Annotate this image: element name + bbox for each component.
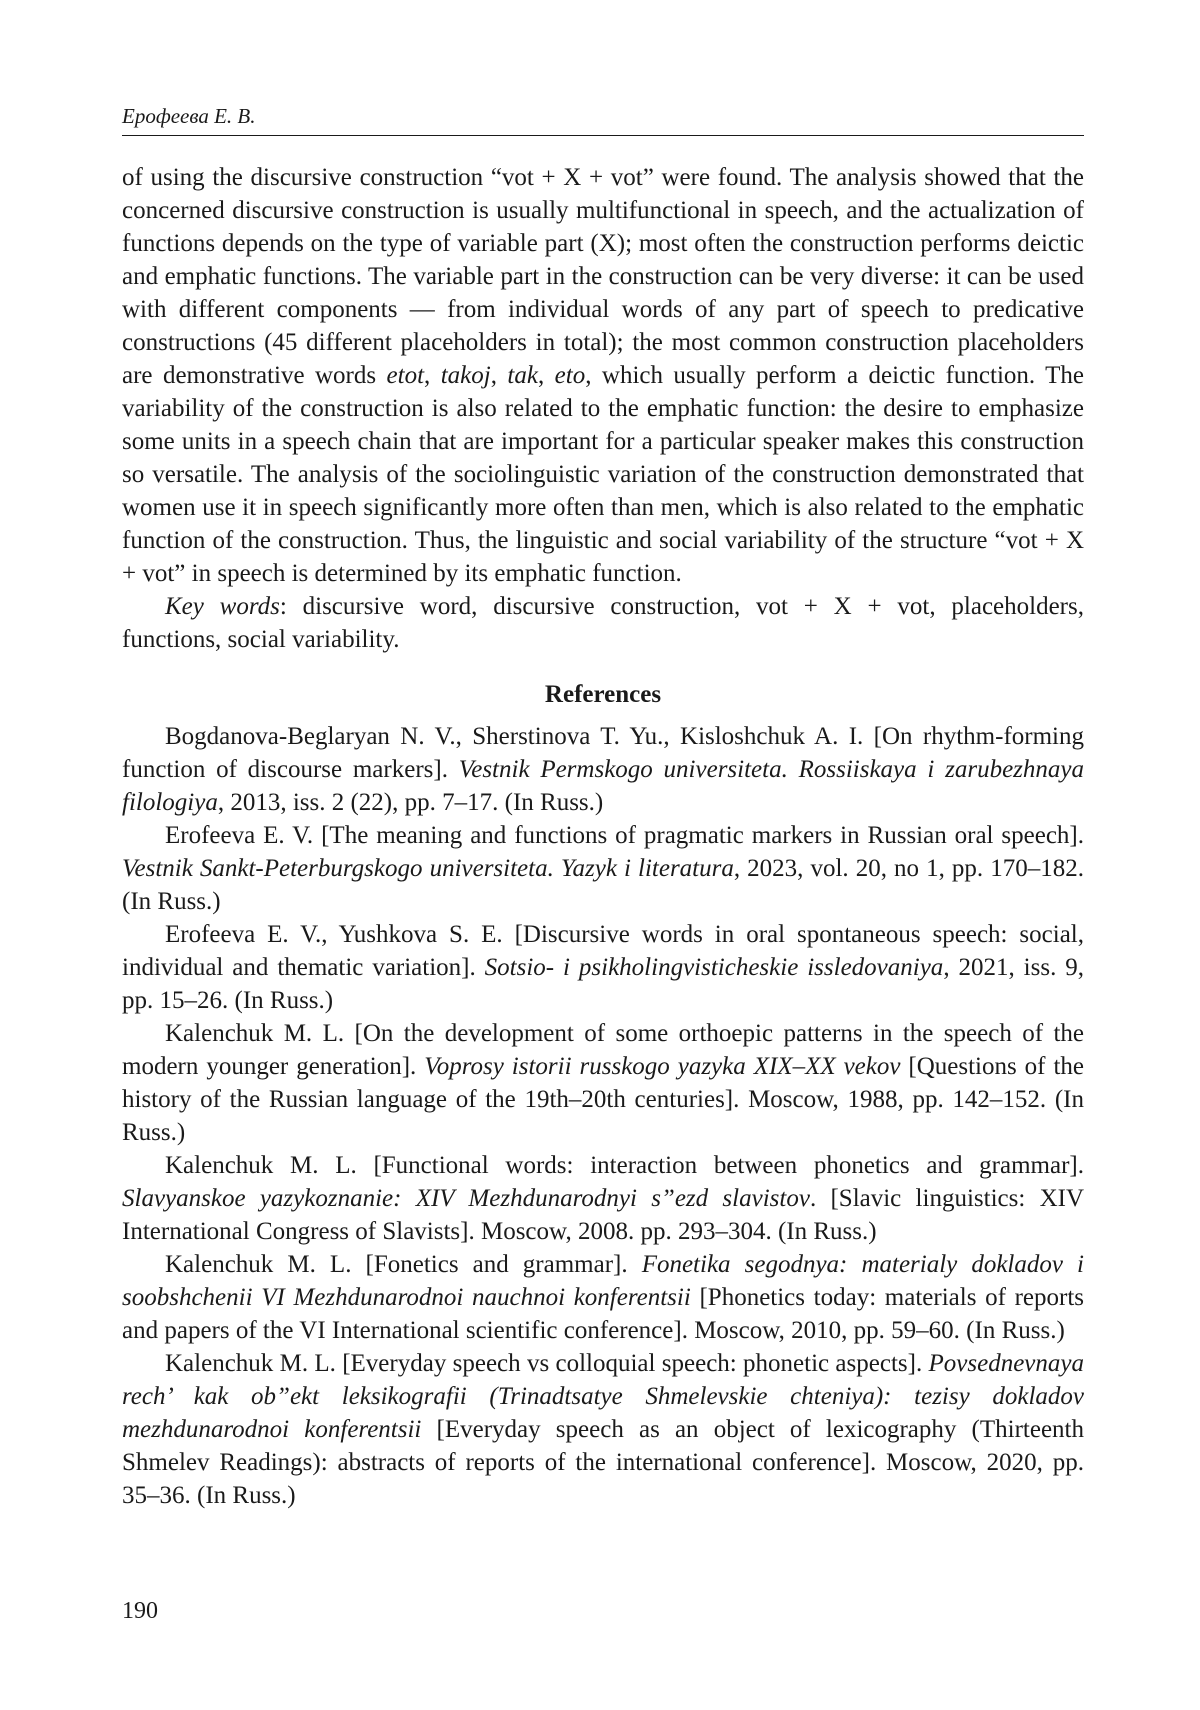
keywords-text: : discursive word, discursive construction, vot + X + vot, placeholders, functions, social variability. <box>122 593 1084 653</box>
reference-item: Bogdanova-Beglaryan N. V., Sherstinova T. Yu., Kisloshchuk A. I. [On rhythm-forming function of discourse markers]. Vestnik Permskogo universiteta. Rossiiskaya i zarubezhnaya filologiya, 2013, iss. 2 (22), pp. 7–17. (In Russ.) <box>122 723 1085 816</box>
body-text <box>122 161 1084 1512</box>
running-head: Ерофеева Е. В. <box>122 104 256 128</box>
abstract-paragraph: of using the discursive construction “vot + X + vot” were found. The analysis showed that the concerned discursive construction is usually multifunctional in speech, and the actualization of functions depends on the type of variable part (X); most often the construction performs deictic and emphatic functions. The variable part in the construction can be very diverse: it can be used with different components — from individual words of any part of speech to predicative constructions (45 different placeholders in total); the most common construction placeholders are demonstrative words etot, takoj, tak, eto, which usually perform a deictic function. The variability of the construction is also related to the emphatic function: the desire to emphasize some units in a speech chain that are important for a particular speaker makes this construction so versatile. The analysis of the sociolinguistic variation of the construction demonstrated that women use it in speech significantly more often than men, which is also related to the emphatic function of the construction. Thus, the linguistic and social variability of the structure “vot + X + vot” in speech is determined by its emphatic function. <box>122 164 1085 587</box>
references-list <box>122 720 1084 1512</box>
reference-item: Erofeeva E. V., Yushkova S. E. [Discursive words in oral spontaneous speech: social, individual and thematic variation]. Sotsio- i psikholingvisticheskie issledovaniya, 2021, iss. 9, pp. 15–26. (In Russ.) <box>122 921 1084 1014</box>
reference-item: Kalenchuk M. L. [On the development of some orthoepic patterns in the speech of the modern younger generation]. Voprosy istorii russkogo yazyka XIX–XX vekov [Questions of the history of the Russian language of the 19th–20th centuries]. Moscow, 1988, pp. 142–152. (In Russ.) <box>122 1020 1084 1146</box>
header-rule <box>122 135 1084 136</box>
document-page <box>122 0 1084 1710</box>
page-number: 190 <box>122 1598 158 1624</box>
reference-item: Erofeeva E. V. [The meaning and functions of pragmatic markers in Russian oral speech]. Vestnik Sankt-Peterburgskogo universiteta. Yazyk i literatura, 2023, vol. 20, no 1, pp. 170–182. (In Russ.) <box>122 822 1084 915</box>
reference-item: Kalenchuk M. L. [Fonetics and grammar]. Fonetika segodnya: materialy dokladov i soobshchenii VI Mezhdunarodnoi nauchnoi konferentsii [Phonetics today: materials of reports and papers of the VI International scientific conference]. Moscow, 2010, pp. 59–60. (In Russ.) <box>122 1251 1084 1344</box>
reference-item: Kalenchuk M. L. [Everyday speech vs colloquial speech: phonetic aspects]. Povsednevnaya rech’ kak ob”ekt leksikografii (Trinadtsatye Shmelevskie chteniya): tezisy dokladov mezhdunarodnoi konferentsii [Everyday speech as an object of lexicography (Thirteenth Shmelev Readings): abstracts of reports of the international conference]. Moscow, 2020, pp. 35–36. (In Russ.) <box>122 1350 1085 1509</box>
reference-item: Kalenchuk M. L. [Functional words: interaction between phonetics and grammar]. Slavyanskoe yazykoznanie: XIV Mezhdunarodnyi s”ezd slavistov. [Slavic linguistics: XIV International Congress of Slavists]. Moscow, 2008. pp. 293–304. (In Russ.) <box>122 1152 1085 1245</box>
references-heading: References <box>544 681 662 708</box>
keywords-paragraph <box>122 590 1084 656</box>
keywords-label: Key words <box>165 593 280 620</box>
